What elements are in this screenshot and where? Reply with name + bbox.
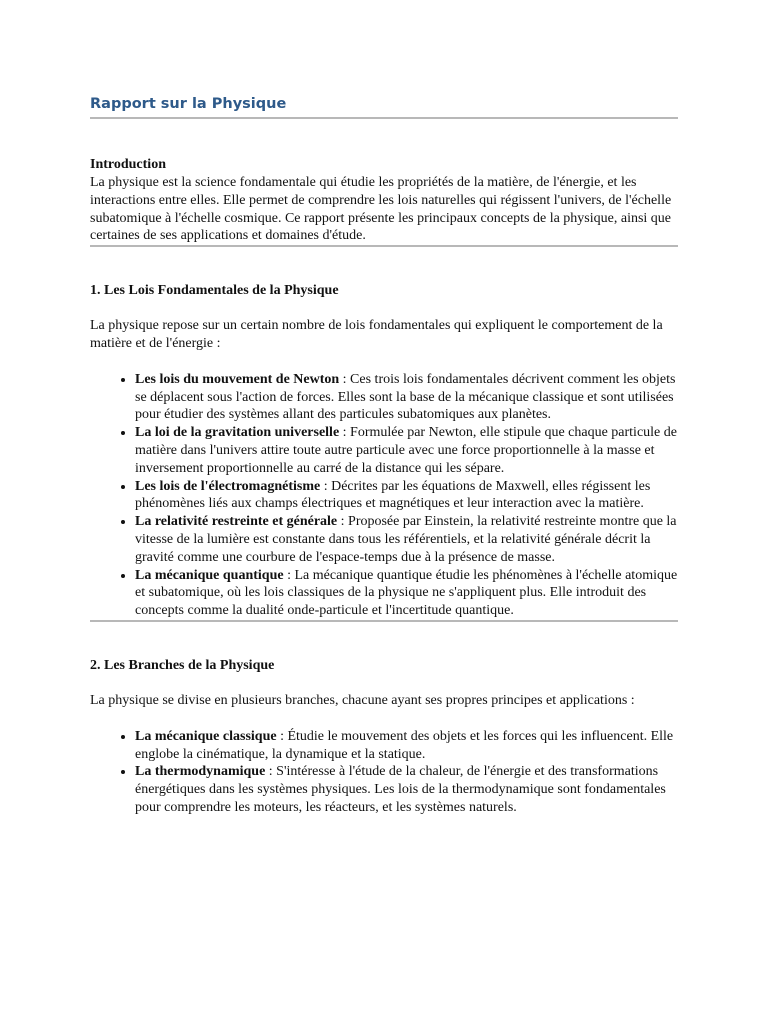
list-item — [135, 513, 678, 566]
section-divider — [90, 245, 678, 247]
document-title: Rapport sur la Physique — [90, 96, 287, 112]
list-item-text: : Proposée par Einstein, la relativité restreinte montre que la vitesse de la lumière est constante dans tous les référentiels, et la relativité générale décrit la gravité comme une courbure de l'espace-temps due à la présence de masse. — [135, 514, 677, 565]
section-divider — [90, 620, 678, 622]
list-item-text: : La mécanique quantique étudie les phénomènes à l'échelle atomique et subatomique, où les lois classiques de la physique ne s'appliquent plus. Elle introduit des concepts comme la dualité onde-particule et l'incertitude quantique. — [135, 567, 678, 619]
list-item — [135, 478, 678, 514]
list-item-text: : Ces trois lois fondamentales décrivent comment les objets se déplacent sous l'action de forces. Elles sont la base de la mécanique classique et sont utilisées pour étudier des systèmes allant des particules subatomiques aux planètes. — [135, 371, 676, 423]
list-item — [135, 567, 678, 620]
section1-heading: 1. Les Lois Fondamentales de la Physique — [90, 283, 339, 299]
list-item-text: : Décrites par les équations de Maxwell, elles régissent les phénomènes liés aux champs électriques et magnétiques et leur interaction avec la matière. — [135, 478, 651, 512]
list-item-text: : Formulée par Newton, elle stipule que chaque particule de matière dans l'univers attire toute autre particule avec une force proportionnelle à la masse et inversement proportionnelle au carré de la distance qui les sépare. — [135, 425, 677, 476]
list-item-text: : S'intéresse à l'étude de la chaleur, de l'énergie et des transformations énergétiques dans les systèmes physiques. Les lois de la thermodynamique sont fondamentales pour comprendre les moteurs, les réacteurs, et les systèmes naturels. — [135, 764, 666, 815]
list-item — [135, 371, 678, 424]
list-item — [135, 763, 678, 816]
list-item-term: La loi de la gravitation universelle — [135, 425, 340, 441]
introduction-section — [90, 156, 678, 245]
title-divider — [90, 117, 678, 119]
section1-list — [90, 371, 678, 620]
list-item — [135, 728, 678, 764]
list-item-term: La thermodynamique — [135, 764, 266, 780]
introduction-text: La physique est la science fondamentale qui étudie les propriétés de la matière, de l'énergie, et les interactions entre elles. Elle permet de comprendre les lois naturelles qui régissent l'univers, de l'échelle subatomique à l'échelle cosmique. Ce rapport présente les principaux concepts de la physique, ainsi que certaines de ses applications et domaines d'étude. — [90, 175, 672, 244]
list-item — [135, 424, 678, 477]
section2-heading: 2. Les Branches de la Physique — [90, 657, 275, 673]
list-item-term: Les lois de l'électromagnétisme — [135, 478, 321, 494]
section1-intro: La physique repose sur un certain nombre de lois fondamentales qui expliquent le comportement de la matière et de l'énergie : — [90, 318, 663, 351]
introduction-heading: Introduction — [90, 157, 166, 172]
list-item-term: Les lois du mouvement de Newton — [135, 371, 340, 387]
document-content — [90, 94, 678, 817]
list-item-term: La mécanique quantique — [135, 567, 284, 583]
section2-intro: La physique se divise en plusieurs branches, chacune ayant ses propres principes et applications : — [90, 692, 635, 708]
list-item-term: La mécanique classique — [135, 728, 277, 744]
list-item-text: : Étudie le mouvement des objets et les forces qui les influencent. Elle englobe la cinématique, la dynamique et la statique. — [135, 728, 674, 762]
list-item-term: La relativité restreinte et générale — [135, 514, 338, 530]
section2-list — [90, 728, 678, 817]
